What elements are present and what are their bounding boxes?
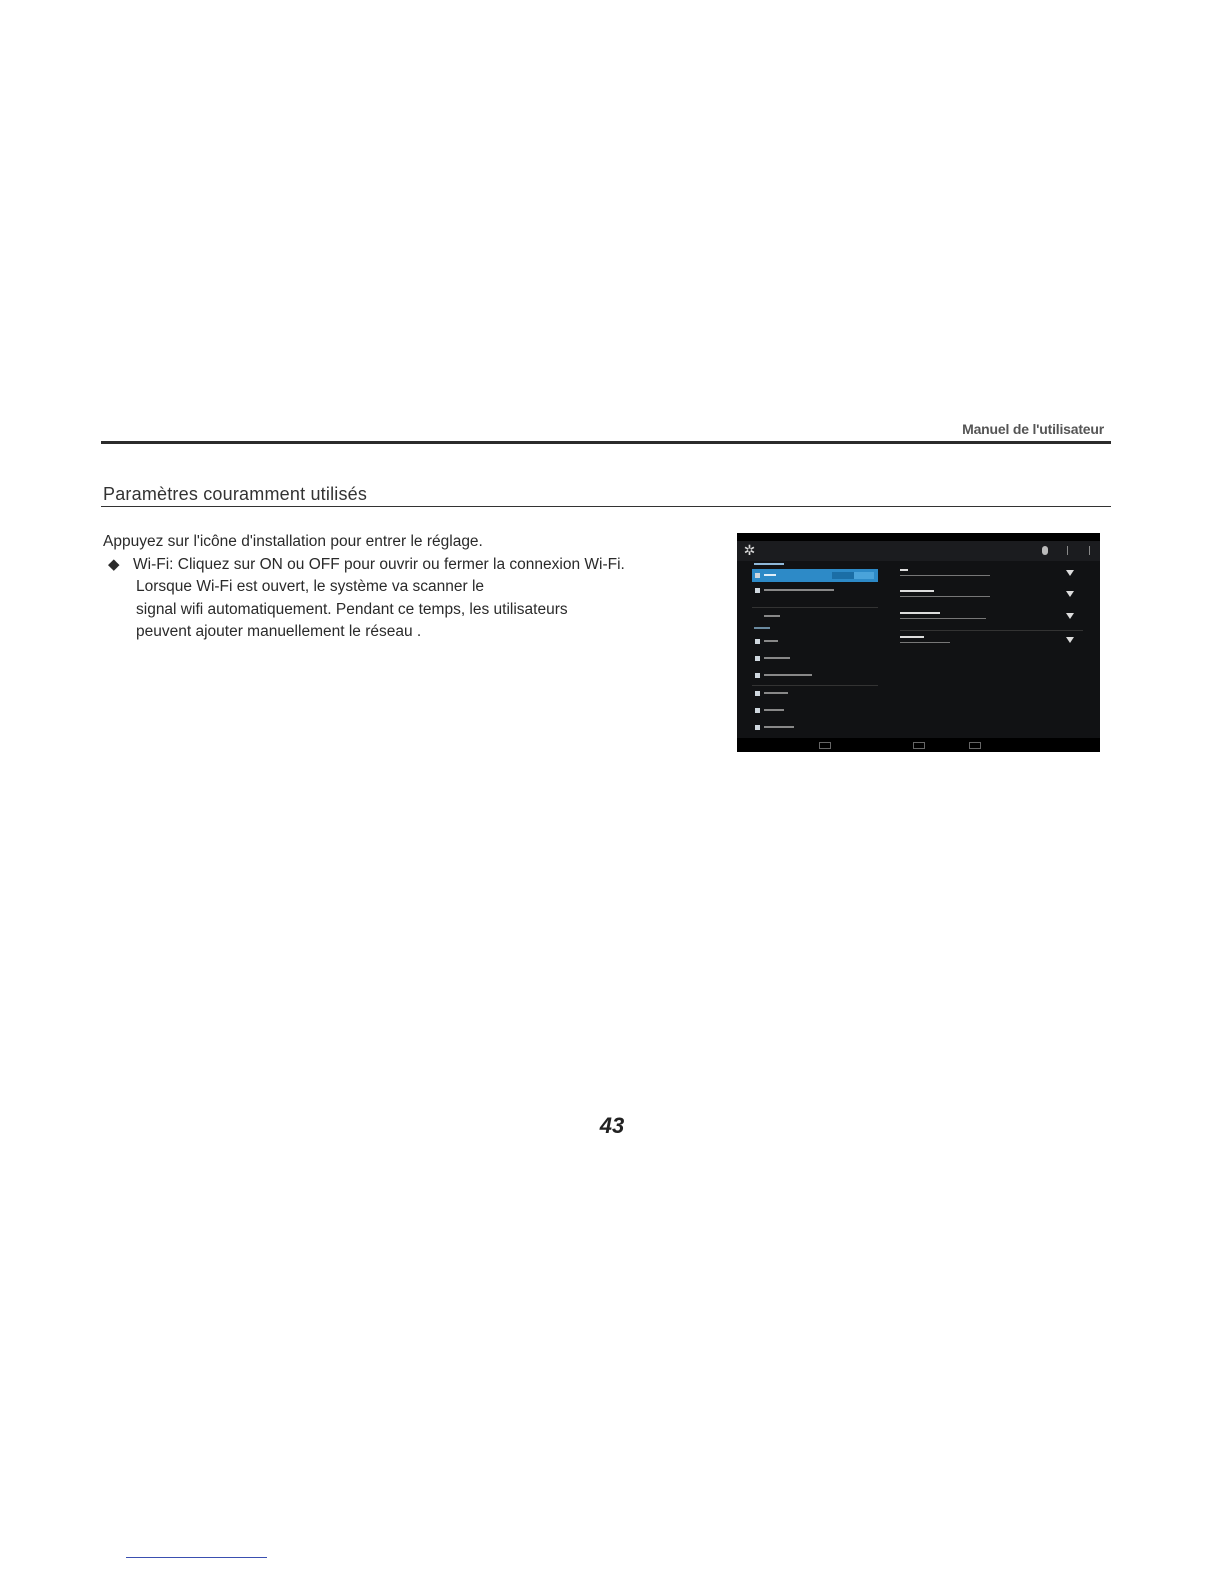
overflow-menu-icon — [1089, 546, 1090, 555]
wps-icon — [1042, 546, 1048, 555]
footnote-rule — [126, 1557, 267, 1558]
add-network-icon — [1067, 546, 1068, 555]
recent-apps-icon — [969, 742, 981, 749]
settings-screenshot — [737, 533, 1100, 752]
settings-item — [752, 635, 878, 648]
wifi-icon — [755, 573, 760, 578]
settings-item — [752, 687, 878, 700]
home-icon — [913, 742, 925, 749]
page-number: 43 — [599, 1113, 625, 1138]
wifi-network-list — [897, 563, 1087, 738]
header-rule — [101, 441, 1111, 444]
wifi-toggle — [832, 572, 874, 579]
settings-item-wifi — [752, 569, 878, 582]
settings-gear-icon: ✲ — [743, 542, 756, 558]
network-row — [900, 635, 1080, 655]
wifi-signal-icon — [1066, 591, 1074, 597]
wifi-bullet — [103, 554, 703, 577]
settings-item — [752, 584, 878, 597]
wifi-signal-icon — [1066, 570, 1074, 576]
wifi-signal-icon — [1066, 637, 1074, 643]
wifi-signal-icon — [1066, 613, 1074, 619]
category-header — [754, 563, 784, 565]
bullet-line-4: peuvent ajouter manuellement le réseau . — [136, 623, 422, 640]
running-header: Manuel de l'utilisateur — [962, 421, 1104, 437]
bullet-line-1: Wi-Fi: Cliquez sur ON ou OFF pour ouvrir ou fermer la connexion Wi-Fi. — [133, 555, 625, 573]
settings-item — [752, 721, 878, 734]
body-text — [103, 531, 703, 644]
section-title: Paramètres couramment utilisés — [103, 484, 368, 504]
diamond-bullet-icon: ◆ — [108, 555, 120, 573]
section-rule — [101, 506, 1111, 507]
settings-list — [749, 561, 879, 737]
network-row — [900, 568, 1080, 588]
bullet-line-3: signal wifi automatiquement. Pendant ce temps, les utilisateurs — [136, 600, 568, 618]
network-row — [900, 589, 1080, 609]
bullet-line-2: Lorsque Wi-Fi est ouvert, le système va scanner le — [136, 578, 485, 595]
status-bar — [737, 533, 1100, 541]
settings-item — [752, 704, 878, 717]
network-row — [900, 611, 1080, 631]
settings-item — [752, 669, 878, 682]
settings-item — [752, 610, 878, 623]
back-icon — [819, 742, 831, 749]
settings-item — [752, 652, 878, 665]
navigation-bar — [737, 738, 1100, 752]
intro-paragraph: Appuyez sur l'icône d'installation pour entrer le réglage. — [103, 533, 483, 550]
action-bar — [737, 541, 1100, 561]
